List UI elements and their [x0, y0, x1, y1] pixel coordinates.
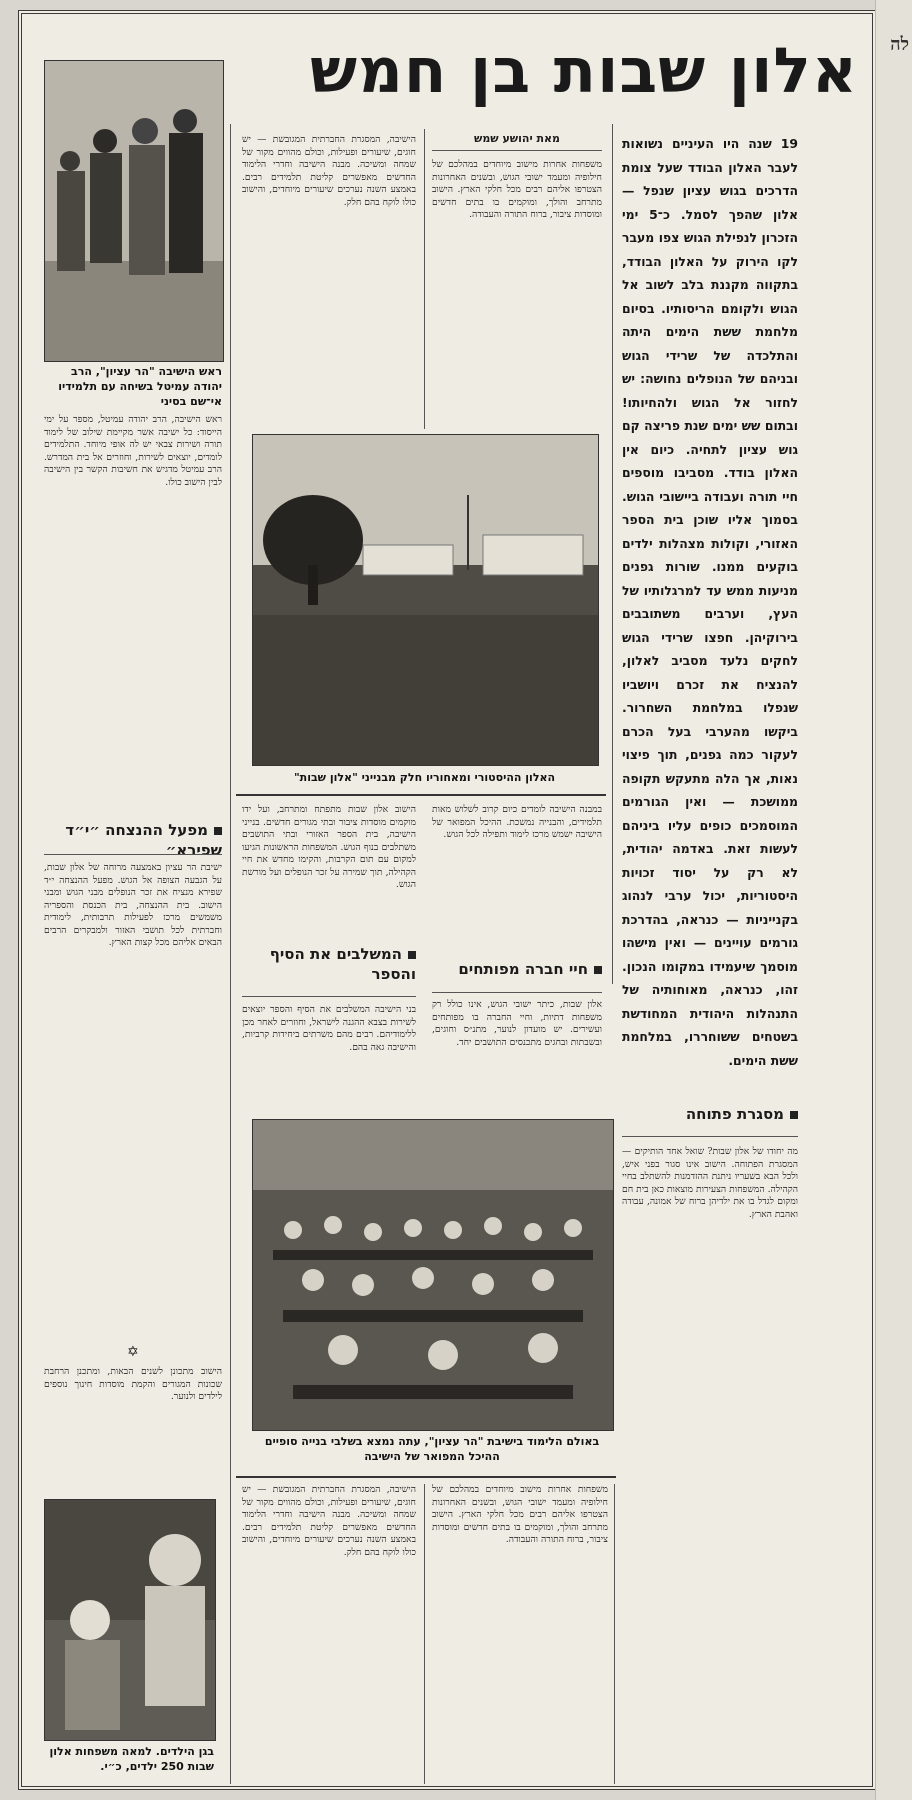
photo-alon-tree [252, 434, 599, 766]
edge-fragment-heading: לה [890, 34, 909, 55]
column-rabbi-story: ראש הישיבה, הרב יהודה עמיטל, מספר על ימי הייסוד: כל ישיבה אשר מקיימת שילוב של לימוד תורה ושירות צבאי יש לה אופי מיוחד. התלמידים לומדים, יוצאים לשירות, וחוזרים אל בית המדרש. הרב עמיטל מדגיש את חשיבות הקשר בין הישיבה לבין הישוב כולו. [44, 414, 222, 488]
subhead-society: חיי חברה מפותחים [432, 959, 602, 979]
caption-kindergarten: בגן הילדים. למאה משפחות אלון שבות 250 ילדים, כ״י. [49, 1745, 214, 1773]
byline: מאת יהושע שמש [473, 132, 561, 145]
column-residents: במבנה הישיבה לומדים כיום קרוב לשלוש מאות תלמידים, והבנייה נמשכת. ההיכל המפואר של הישיבה ישמש מרכז לימוד ותפילה לכל הגוש. [432, 804, 602, 840]
column-hanatzha: ישיבת הר עציון באמצעה מרוחה של אלון שבות, על הגבעה הצופה אל הגוש. מפעל ההנצחה י״ד שפירא מנציח את זכר הנופלים מבני הגוש ומבני הישוב. בית ההנצחה, בית הכנסת והספריה משמשים מרכז לפעילות תרבותית, לימודית וחברתית לכל תושבי האזור ולמבקרים הרבים הבאים אליהם מכל קצות הארץ. [44, 862, 222, 948]
subhead-square-icon [214, 827, 222, 835]
divider [622, 1136, 798, 1137]
photo-children-image [45, 1500, 215, 1740]
photo-study-hall [252, 1119, 614, 1431]
divider [236, 794, 606, 796]
divider [230, 124, 231, 1784]
divider [432, 992, 602, 993]
subhead-hanatzha: מפעל ההנצחה ״י״ד שפירא״ [65, 821, 222, 859]
column-combine: בני הישיבה המשלבים את הסיף והספר יוצאים לשירות בצבא ההגנה לישראל, וחוזרים לאחר מכן ללימודיהם. רבים מהם משרתים ביחידות קרביות, והישיבה גאה בהם. [242, 1004, 416, 1053]
column-closing: הישוב מתכונן לשנים הבאות, ומתכנן הרחבת שכונות המגורים והקמת מוסדות חינוך נוספים לילדים ולנוער. [44, 1366, 222, 1402]
subhead-square-icon [408, 951, 416, 959]
column-bottom-b: משפחות אחרות מישוב מיוחדים במהלכם של חילופיה ומעמד ישובי הגוש, ובשנים האחרונות הצטרפו אליהם רבים מכל חלקי הארץ. הישוב מתרחב והולך, ומוקמים בו בתים חדשים ומוסדות ציבור, ברוח התורה והעבודה. [432, 1484, 608, 1545]
divider [614, 1484, 615, 1784]
photo-study-image [253, 1120, 613, 1430]
photo-kindergarten [44, 1499, 216, 1741]
subhead-square-icon [594, 966, 602, 974]
caption-alon: האלון ההיסטורי ומאחוריו חלק מבנייני "אלון שבות" [293, 771, 556, 784]
column-society: אלון שבות, כיתר ישובי הגוש, אינו כולל רק משפחות דתיות, וחיי החברה בו מפותחים ועשירים. יש מועדון לנוער, מתנ״ס וחוגים, ובשבתות ובחגים מתכנסים התושבים יחד. [432, 999, 602, 1048]
adjacent-page-edge [875, 0, 912, 1800]
divider [424, 1484, 425, 1784]
subhead-square-icon [790, 1111, 798, 1119]
star-ornament: ✡ [127, 1344, 139, 1360]
divider [44, 854, 222, 855]
column-bottom-a: הישיבה, המסגרת החברתית המגובשת — יש חוגים, שיעורים ופעילות, וכולם מהווים מקור של שמחה ומשיכה. מבנה הישיבה וחדרי הלימוד החדשים מאפשרים קליטת תלמידים רבים. באמצע השנה נערכים שיעורים מיוחדים, והישוב כולו לוקח בהם חלק. [242, 1484, 416, 1558]
divider [432, 150, 602, 151]
headline: אלון שבות בן חמש [310, 34, 858, 107]
caption-rabbi: ראש הישיבה "הר עציון", הרב יהודה עמיטל בשיחה עם תלמידיו אי־שם בסיני [58, 365, 222, 408]
lead-paragraph: 19 שנה היו העיניים נשואות לעבר האלון הבודד שעל צומת הדרכים בגוש עציון שנפל — אלון שהפך לסמל. כ־5 ימי הזכרון לנפילת הגוש צפו מעבר לקו הירוק על האלון הבודד, בתקווה מקננת בלב לשוב אל הגוש ולקומם הריסותיו. בסיום מלחמת ששת הימים היתה והתלכדה של שרידי הגוש ובניהם של הנופלים נחושה: יש לחזור אל הגוש ולהחיותו! ובתום שש ימים שנת פריצה קם גוש עציון לתחיה. כיום אין האלון בודד. מסביבו מוספים חיי תורה ועבודה ביישובי הגוש. בסמוך אליו שוכן בית הספר האזורי, וקולות מצהלות ילדים בוקעים ממנו. שורות גפנים מניעות ממש עד למרגלותיו של העץ, וערבים משתובבים בירוקיהן. חפצו שרידי הגוש לחקים נלעד מסביב לאלון, להנציח את זכרם ויושביו שנפלו במלחמת השחרור. ביקשו מהערבי בעל הכרם לעקור כמה גפנים, תוך פיצוי נאות, אך הלה מתעקש תקופה ממושכת — ואין הגורמים המוסמכים כופים עליו ביניהם לעשות זאת. באדמה יהודית, לא רק על יסוד זכויות היסטוריות, יכול ערבי לנהוג בקנייניות — כנראה, בהדרכת גורמים עויינים — ואין מישהו מוסמך שיעמידו במקומו הנכון. זהו, כנראה, מאוחותיה של התנהלות היהודית המחודשת בשטחים ששוחררו, במלחמת ששת הימים. [622, 136, 798, 1068]
column-frame: מה יחודו של אלון שבות? שואל אחד הותיקים — המסגרת הפתוחה. הישוב אינו סגור בפני איש, ולכל הבא בשעריו ניתנת ההזדמנות להשתלב בחיי הקהילה. המשפחות הצעירות מוצאות כאן בית חם ומקום לגדל בו את ילדיהן ברוח של אמונה, עבודה ואהבת הארץ. [622, 1146, 798, 1220]
subhead-frame: מסגרת פתוחה [622, 1104, 798, 1124]
newspaper-page [18, 10, 876, 1790]
photo-alon-image [253, 435, 598, 765]
divider [424, 129, 425, 429]
photo-rabbi-students [44, 60, 224, 362]
column-intro: הישוב אלון שבות מתפתח ומתרחב, ועל ידו מוקמים מוסדות ציבור ובתי מגורים חדשים. בנייני הישיבה, בית הספר האזורי ובתי התושבים משתלבים בנוף הגוש. המשפחות הראשונות הגיעו למקום עם תום הקרבות, והקימו מחדש את חיי הקהילה, תוך שמירה על זכר הנופלים ועל מורשת הגוש. [242, 804, 416, 890]
caption-study-hall: באולם הלימוד בישיבת "הר עציון", עתה נמצא בשלבי בנייה סופיים ההיכל המפואר של הישיבה [264, 1435, 600, 1463]
subhead-combine: המשלבים את הסיף והספר [269, 945, 416, 983]
divider [236, 1476, 616, 1478]
divider [242, 996, 416, 997]
column-yeshiva: הישיבה, המסגרת החברתית המגובשת — יש חוגים, שיעורים ופעילות, וכולם מהווים מקור של שמחה ומשיכה. מבנה הישיבה וחדרי הלימוד החדשים מאפשרים קליטת תלמידים רבים. באמצע השנה נערכים שיעורים מיוחדים, והישוב כולו לוקח בהם חלק. [242, 134, 416, 208]
photo-rabbi-image [45, 61, 223, 361]
column-families: משפחות אחרות מישוב מיוחדים במהלכם של חילופיה ומעמד ישובי הגוש, ובשנים האחרונות הצטרפו אליהם רבים מכל חלקי הארץ. הישוב מתרחב והולך, ומוקמים בו בתים חדשים ומוסדות ציבור, ברוח התורה והעבודה. [432, 159, 602, 220]
divider [612, 124, 613, 984]
